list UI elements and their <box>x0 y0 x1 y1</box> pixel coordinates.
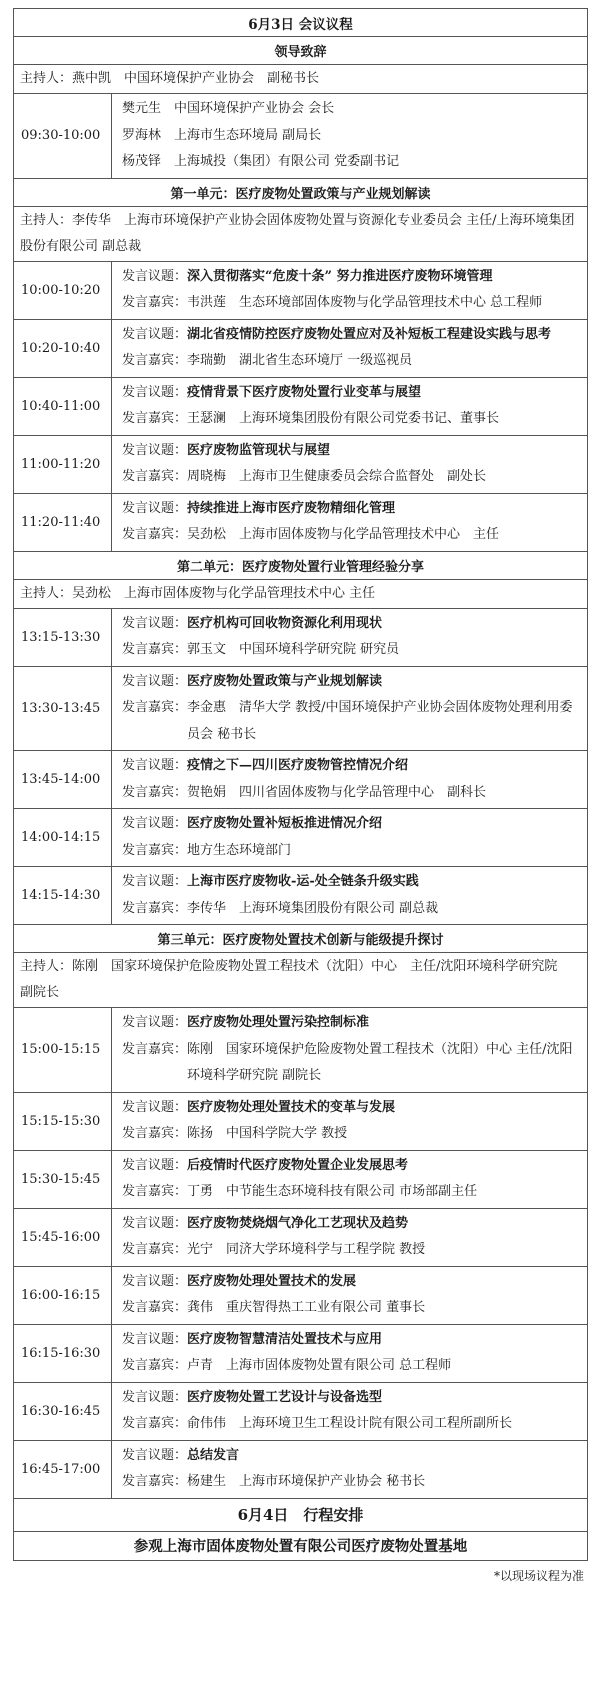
session-speaker-line <box>122 348 581 375</box>
session-time: 16:15-16:30 <box>14 1324 112 1382</box>
leaders-speakers <box>112 94 588 179</box>
visit-text: 参观上海市固体废物处置有限公司医疗废物处置基地 <box>14 1531 588 1560</box>
day-header: 6月3日 会议议程 <box>14 9 588 37</box>
topic-label: 发言议题： <box>122 1215 188 1231</box>
session-body <box>112 751 588 809</box>
speaker-label: 发言嘉宾： <box>122 1184 188 1199</box>
session-speaker-line <box>122 1121 581 1148</box>
session-row <box>14 1208 588 1266</box>
session-topic: 医疗废物处置工艺设计与设备选型 <box>187 1389 383 1405</box>
session-topic-line <box>122 1443 581 1470</box>
session-speaker: 贺艳娟 四川省固体废物与化学品管理中心 副科长 <box>187 784 487 800</box>
footer-table <box>13 1498 588 1561</box>
session-time: 14:15-14:30 <box>14 867 112 925</box>
session-body <box>112 809 588 867</box>
speaker-label: 发言嘉宾： <box>122 353 188 368</box>
session-body <box>112 867 588 925</box>
session-row <box>14 751 588 809</box>
visit-row <box>14 1531 588 1560</box>
header-row <box>14 9 588 37</box>
session-body <box>112 1208 588 1266</box>
session-topic-line <box>122 264 581 291</box>
unit-title: 第三单元：医疗废物处置技术创新与能级提升探讨 <box>14 925 588 953</box>
session-speaker-line <box>122 1411 581 1438</box>
session-time: 15:00-15:15 <box>14 1008 112 1093</box>
topic-label: 发言议题： <box>122 816 188 831</box>
unit-host: 主持人：吴劲松 上海市固体废物与化学品管理技术中心 主任 <box>14 579 588 608</box>
session-topic-line <box>122 1010 581 1037</box>
session-time: 16:30-16:45 <box>14 1382 112 1440</box>
session-row <box>14 867 588 925</box>
session-topic: 医疗废物监管现状与展望 <box>187 442 331 458</box>
session-row <box>14 435 588 493</box>
session-speaker-line <box>122 1353 581 1380</box>
session-topic-line <box>122 1211 581 1238</box>
session-speaker-line <box>122 695 581 748</box>
session-speaker-line <box>122 1237 581 1264</box>
agenda-body <box>14 9 588 1499</box>
topic-label: 发言议题： <box>122 1389 188 1405</box>
topic-label: 发言议题： <box>122 1331 188 1347</box>
session-time: 16:00-16:15 <box>14 1266 112 1324</box>
session-time: 10:20-10:40 <box>14 319 112 377</box>
speaker-label: 发言嘉宾： <box>122 842 188 858</box>
topic-label: 发言议题： <box>122 384 188 400</box>
topic-label: 发言议题： <box>122 615 188 631</box>
session-row <box>14 666 588 751</box>
session-time: 10:00-10:20 <box>14 261 112 319</box>
session-row <box>14 493 588 551</box>
session-speaker-line <box>122 1295 581 1322</box>
session-topic: 医疗废物处置补短板推进情况介绍 <box>187 816 383 831</box>
session-topic-line <box>122 753 581 780</box>
speaker-label: 发言嘉宾： <box>122 527 188 542</box>
unit-host-row <box>14 953 588 1008</box>
session-row <box>14 1440 588 1498</box>
leaders-host-row <box>14 65 588 94</box>
session-row <box>14 809 588 867</box>
speaker-label: 发言嘉宾： <box>122 900 188 916</box>
session-body <box>112 1440 588 1498</box>
session-topic-line <box>122 1153 581 1180</box>
session-topic: 上海市医疗废物收-运-处全链条升级实践 <box>187 874 419 889</box>
topic-label: 发言议题： <box>122 673 188 689</box>
topic-label: 发言议题： <box>122 1273 188 1289</box>
unit-title-row <box>14 551 588 579</box>
session-topic: 医疗废物处置政策与产业规划解读 <box>187 673 383 689</box>
session-topic: 医疗废物智慧清洁处置技术与应用 <box>187 1331 383 1347</box>
speaker-label: 发言嘉宾： <box>122 1416 188 1431</box>
session-speaker-line <box>122 290 581 317</box>
day2-title: 6月4日 行程安排 <box>14 1498 588 1531</box>
session-speaker: 周晓梅 上海市卫生健康委员会综合监督处 副处长 <box>187 469 487 484</box>
session-topic-line <box>122 322 581 349</box>
session-time: 11:00-11:20 <box>14 435 112 493</box>
session-topic-line <box>122 438 581 465</box>
session-topic-line <box>122 1269 581 1296</box>
session-topic-line <box>122 669 581 696</box>
session-body <box>112 1008 588 1093</box>
session-time: 15:30-15:45 <box>14 1150 112 1208</box>
session-body <box>112 435 588 493</box>
session-body <box>112 319 588 377</box>
session-body <box>112 1150 588 1208</box>
leaders-title: 领导致辞 <box>14 37 588 65</box>
speaker-label: 发言嘉宾： <box>122 642 188 657</box>
speaker-label: 发言嘉宾： <box>122 1358 188 1373</box>
session-topic-line <box>122 869 581 896</box>
session-speaker: 李传华 上海环境集团股份有限公司 副总裁 <box>187 900 439 916</box>
session-topic-line <box>122 1095 581 1122</box>
unit-title-row <box>14 925 588 953</box>
session-speaker: 卢青 上海市固体废物处置有限公司 总工程师 <box>187 1358 452 1373</box>
leader-speaker: 樊元生 中国环境保护产业协会 会长 <box>122 101 335 116</box>
session-row <box>14 377 588 435</box>
session-speaker: 光宁 同济大学环境科学与工程学院 教授 <box>187 1242 426 1257</box>
session-body <box>112 1324 588 1382</box>
session-speaker: 王瑟澜 上海环境集团股份有限公司党委书记、董事长 <box>187 411 500 426</box>
speaker-label: 发言嘉宾： <box>122 1041 188 1057</box>
leaders-host: 主持人：燕中凯 中国环境保护产业协会 副秘书长 <box>14 65 588 94</box>
session-speaker-line <box>122 406 581 433</box>
session-speaker-line <box>122 1179 581 1206</box>
unit-host-row <box>14 579 588 608</box>
session-topic: 后疫情时代医疗废物处置企业发展思考 <box>187 1157 409 1173</box>
session-topic: 医疗废物处理处置技术的发展 <box>187 1273 357 1289</box>
session-row <box>14 1266 588 1324</box>
session-topic: 医疗废物处理处置污染控制标准 <box>187 1015 370 1030</box>
session-time: 15:15-15:30 <box>14 1092 112 1150</box>
session-row <box>14 1324 588 1382</box>
topic-label: 发言议题： <box>122 268 188 284</box>
session-topic-line <box>122 1385 581 1412</box>
session-body <box>112 261 588 319</box>
unit-title-row <box>14 178 588 206</box>
session-time: 16:45-17:00 <box>14 1440 112 1498</box>
session-row <box>14 1092 588 1150</box>
topic-label: 发言议题： <box>122 500 188 516</box>
session-body <box>112 1266 588 1324</box>
session-topic: 湖北省疫情防控医疗废物处置应对及补短板工程建设实践与思考 <box>187 326 552 342</box>
session-row <box>14 1150 588 1208</box>
speaker-label: 发言嘉宾： <box>122 469 188 484</box>
speaker-label: 发言嘉宾： <box>122 1474 188 1489</box>
session-body <box>112 1092 588 1150</box>
speaker-label: 发言嘉宾： <box>122 700 188 715</box>
session-topic-line <box>122 611 581 638</box>
session-speaker: 俞伟伟 上海环境卫生工程设计院有限公司工程所副所长 <box>187 1416 513 1431</box>
speaker-label: 发言嘉宾： <box>122 295 188 310</box>
session-time: 13:45-14:00 <box>14 751 112 809</box>
day2-title-row <box>14 1498 588 1531</box>
session-row <box>14 261 588 319</box>
session-speaker-line <box>122 1037 581 1090</box>
session-speaker: 龚伟 重庆智得热工工业有限公司 董事长 <box>187 1300 426 1315</box>
session-speaker-line <box>122 896 581 923</box>
session-speaker: 丁勇 中节能生态环境科技有限公司 市场部副主任 <box>187 1184 478 1199</box>
topic-label: 发言议题： <box>122 442 188 458</box>
leader-speaker: 杨茂铎 上海城投（集团）有限公司 党委副书记 <box>122 154 400 169</box>
session-body <box>112 493 588 551</box>
topic-label: 发言议题： <box>122 758 188 773</box>
session-time: 13:30-13:45 <box>14 666 112 751</box>
topic-label: 发言议题： <box>122 1099 188 1115</box>
speaker-label: 发言嘉宾： <box>122 1242 188 1257</box>
session-speaker: 韦洪莲 生态环境部固体废物与化学品管理技术中心 总工程师 <box>187 295 543 310</box>
session-speaker: 陈刚 国家环境保护危险废物处置工程技术（沈阳）中心 主任/沈阳环境科学研究院 副院长 <box>187 1041 573 1083</box>
topic-label: 发言议题： <box>122 874 188 889</box>
session-topic: 深入贯彻落实“危废十条” 努力推进医疗废物环境管理 <box>187 268 493 284</box>
unit-host-row <box>14 206 588 261</box>
unit-host: 主持人：李传华 上海市环境保护产业协会固体废物处置与资源化专业委员会 主任/上海环境集团股份有限公司 副总裁 <box>14 206 588 261</box>
closing-note: *以现场议程为准 <box>493 1568 584 1583</box>
speaker-label: 发言嘉宾： <box>122 784 188 800</box>
unit-host: 主持人：陈刚 国家环境保护危险废物处置工程技术（沈阳）中心 主任/沈阳环境科学研究院 副院长 <box>14 953 588 1008</box>
session-body <box>112 1382 588 1440</box>
topic-label: 发言议题： <box>122 326 188 342</box>
session-time: 14:00-14:15 <box>14 809 112 867</box>
session-topic-line <box>122 1327 581 1354</box>
session-time: 13:15-13:30 <box>14 608 112 666</box>
session-speaker-line <box>122 522 581 549</box>
session-body <box>112 377 588 435</box>
session-topic: 总结发言 <box>187 1447 240 1463</box>
session-body <box>112 666 588 751</box>
speaker-label: 发言嘉宾： <box>122 1126 188 1141</box>
session-topic: 医疗废物处理处置技术的变革与发展 <box>187 1099 396 1115</box>
unit-title: 第一单元：医疗废物处置政策与产业规划解读 <box>14 178 588 206</box>
topic-label: 发言议题： <box>122 1157 188 1173</box>
session-speaker-line <box>122 1469 581 1496</box>
session-speaker: 吴劲松 上海市固体废物与化学品管理技术中心 主任 <box>187 527 500 542</box>
session-speaker: 地方生态环境部门 <box>187 842 292 858</box>
agenda-table <box>13 8 588 1499</box>
session-time: 11:20-11:40 <box>14 493 112 551</box>
session-speaker: 李瑞勤 湖北省生态环境厅 一级巡视员 <box>187 353 413 368</box>
topic-label: 发言议题： <box>122 1015 188 1030</box>
session-speaker-line <box>122 464 581 491</box>
session-topic-line <box>122 496 581 523</box>
unit-title: 第二单元：医疗废物处置行业管理经验分享 <box>14 551 588 579</box>
session-speaker: 杨建生 上海市环境保护产业协会 秘书长 <box>187 1474 426 1489</box>
session-speaker: 陈扬 中国科学院大学 教授 <box>187 1126 348 1141</box>
speaker-label: 发言嘉宾： <box>122 1300 188 1315</box>
session-speaker: 李金惠 清华大学 教授/中国环境保护产业协会固体废物处理利用委员会 秘书长 <box>187 700 573 742</box>
session-speaker-line <box>122 838 581 865</box>
session-speaker-line <box>122 780 581 807</box>
leaders-speech-row <box>14 94 588 179</box>
session-topic-line <box>122 380 581 407</box>
session-speaker-line <box>122 637 581 664</box>
session-topic: 疫情背景下医疗废物处置行业变革与展望 <box>187 384 422 400</box>
session-topic: 医疗废物焚烧烟气净化工艺现状及趋势 <box>187 1215 409 1231</box>
speaker-label: 发言嘉宾： <box>122 411 188 426</box>
session-topic: 医疗机构可回收物资源化利用现状 <box>187 615 383 631</box>
session-row <box>14 608 588 666</box>
session-body <box>112 608 588 666</box>
session-row <box>14 1382 588 1440</box>
session-time: 10:40-11:00 <box>14 377 112 435</box>
session-topic: 疫情之下—四川医疗废物管控情况介绍 <box>187 758 409 773</box>
session-topic: 持续推进上海市医疗废物精细化管理 <box>187 500 396 516</box>
session-speaker: 郭玉文 中国环境科学研究院 研究员 <box>187 642 400 657</box>
session-topic-line <box>122 811 581 838</box>
agenda-sheet <box>13 8 588 1584</box>
session-time: 15:45-16:00 <box>14 1208 112 1266</box>
topic-label: 发言议题： <box>122 1447 188 1463</box>
session-row <box>14 1008 588 1093</box>
leaders-time: 09:30-10:00 <box>14 94 112 179</box>
session-row <box>14 319 588 377</box>
leaders-title-row <box>14 37 588 65</box>
leader-speaker: 罗海林 上海市生态环境局 副局长 <box>122 127 322 143</box>
